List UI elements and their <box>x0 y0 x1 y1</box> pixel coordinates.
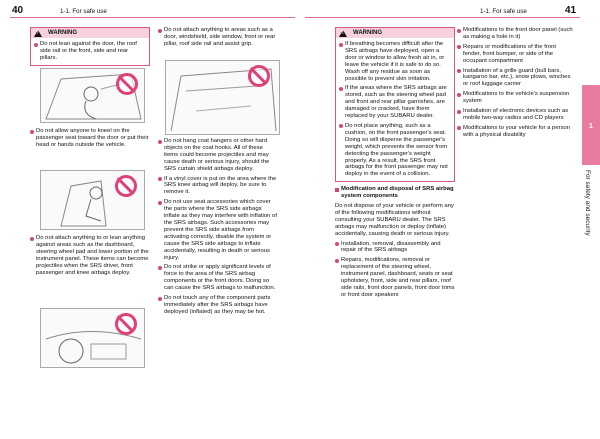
bullet-item: Repairs or modifications of the front fender, front bumper, or side of the occupant compartment <box>457 44 575 65</box>
page-number: 41 <box>565 5 577 16</box>
warning-header <box>336 28 454 38</box>
section-title: 1-1. For safe use <box>60 8 107 15</box>
bullet-item: Do not allow anyone to kneel on the passenger seat toward the door or put their head or hands outside the vehicle. <box>30 128 150 149</box>
bullet-item: Do not place anything, such as a cushion, on the front passenger's seat. Doing so will disperse the passenger's weight, which prevents the sensor from detecting the passenger's weight properly. As a result, the SRS front airbags for the front passenger may not deploy in the event of a collision. <box>339 123 451 178</box>
bullet-item: Do not touch any of the component parts immediately after the SRS airbags have deployed (inflated) as they may be hot. <box>158 295 278 316</box>
header-rule <box>305 17 580 18</box>
header-rule <box>10 17 295 18</box>
bullet-item: Do not use seat accessories which cover the parts where the SRS side airbags inflate as they may interfere with inflation of the SRS airbags. Such accessories may prevent the SRS side airbags from activating correctly, disable the system or cause the SRS side airbags to inflate accidentally, resulting in death or serious injury. <box>158 199 278 261</box>
left-column-1 <box>30 27 150 66</box>
chapter-tab[interactable] <box>582 85 600 165</box>
bullet-item: Modifications to the front door panel (such as making a hole in it) <box>457 27 575 41</box>
chapter-title-vertical <box>582 170 600 320</box>
bullet-item: Installation, removal, disassembly and repair of the SRS airbags <box>335 241 455 255</box>
paragraph: Do not dispose of your vehicle or perform any of the following modifications without consulting your SUBARU dealer. The SRS airbags may malfunction or deploy (inflate) accidentally, causing death or serious injury. <box>335 203 454 237</box>
illustration-dashboard <box>40 308 145 368</box>
bullet-item: Do not lean against the door, the roof side rail or the front, side and rear pillars. <box>34 41 146 62</box>
left-column-2 <box>158 27 278 51</box>
warning-label: WARNING <box>48 29 77 36</box>
prohibited-icon <box>248 65 270 87</box>
warning-triangle-icon: ! <box>339 30 347 37</box>
bullet-item: Modifications to your vehicle for a person with a physical disability <box>457 125 575 139</box>
bullet-item: Do not hang coat hangers or other hard objects on the coat hooks. All of these items could become projectiles and may cause death or serious injury, should the SRS curtain shield airbags deploy. <box>158 138 278 173</box>
bullet-item: Installation of a grille guard (bull bars, kangaroo bar, etc.), snow plows, winches or roof luggage carrier <box>457 68 575 89</box>
prohibited-icon <box>115 313 137 335</box>
warning-box <box>335 27 455 182</box>
warning-triangle-icon: ! <box>34 30 42 37</box>
left-column-1-bullet2 <box>30 128 150 152</box>
bullet-item: If the areas where the SRS airbags are stored, such as the steering wheel pad and front and rear pillar garnishes, are damaged or cracked, have them replaced by your SUBARU dealer. <box>339 85 451 120</box>
prohibited-icon <box>115 175 137 197</box>
illustration-leaning-on-pillar <box>40 68 145 123</box>
warning-box <box>30 27 150 66</box>
left-column-1-bullet3 <box>30 235 150 279</box>
right-column-1 <box>335 27 455 302</box>
left-column-2-rest <box>158 138 278 319</box>
page-number: 40 <box>12 5 24 16</box>
illustration-kneeling-on-seat <box>40 170 145 230</box>
bullet-item: If breathing becomes difficult after the SRS airbags have deployed, open a door or window to allow fresh air in, or leave the vehicle if it is safe to do so. Wash off any residue as soon as possible to prevent skin irritation. <box>339 41 451 82</box>
bullet-item: Do not attach anything to or lean anything against areas such as the dashboard, steering wheel pad and lower portion of the instrument panel. These items can become projectiles when the SRS driver, front passenger and knee airbags deploy. <box>30 235 150 276</box>
chapter-number: 1 <box>589 123 593 130</box>
bullet-item: Do not strike or apply significant levels of force to the area of the SRS airbag components or the front doors. Doing so can cause the SRS airbags to malfunction. <box>158 264 278 292</box>
section-title: 1-1. For safe use <box>480 8 527 15</box>
illustration-roof-rail <box>165 60 280 135</box>
chapter-title: For safety and security <box>584 170 591 236</box>
warning-header <box>31 28 149 38</box>
right-page <box>300 0 600 439</box>
warning-label: WARNING <box>353 29 382 36</box>
bullet-item: If a vinyl cover is put on the area where the SRS knee airbag will deploy, be sure to remove it. <box>158 176 278 197</box>
right-column-2 <box>457 27 575 142</box>
bullet-item: Installation of electronic devices such as mobile two-way radios and CD players <box>457 108 575 122</box>
bullet-item: Do not attach anything to areas such as a door, windshield, side window, front or rear pillar, roof side rail and assist grip. <box>158 27 278 48</box>
subheading: Modification and disposal of SRS airbag system components <box>335 186 455 200</box>
bullet-item: Repairs, modifications, removal or replacement of the steering wheel, instrument panel, dashboard, seats or seat upholstery, front, side and rear pillars, roof side rails, front door panels, front door trims or front door speakers <box>335 257 455 298</box>
prohibited-icon <box>116 73 138 95</box>
bullet-item: Modifications to the vehicle's suspension system <box>457 91 575 105</box>
